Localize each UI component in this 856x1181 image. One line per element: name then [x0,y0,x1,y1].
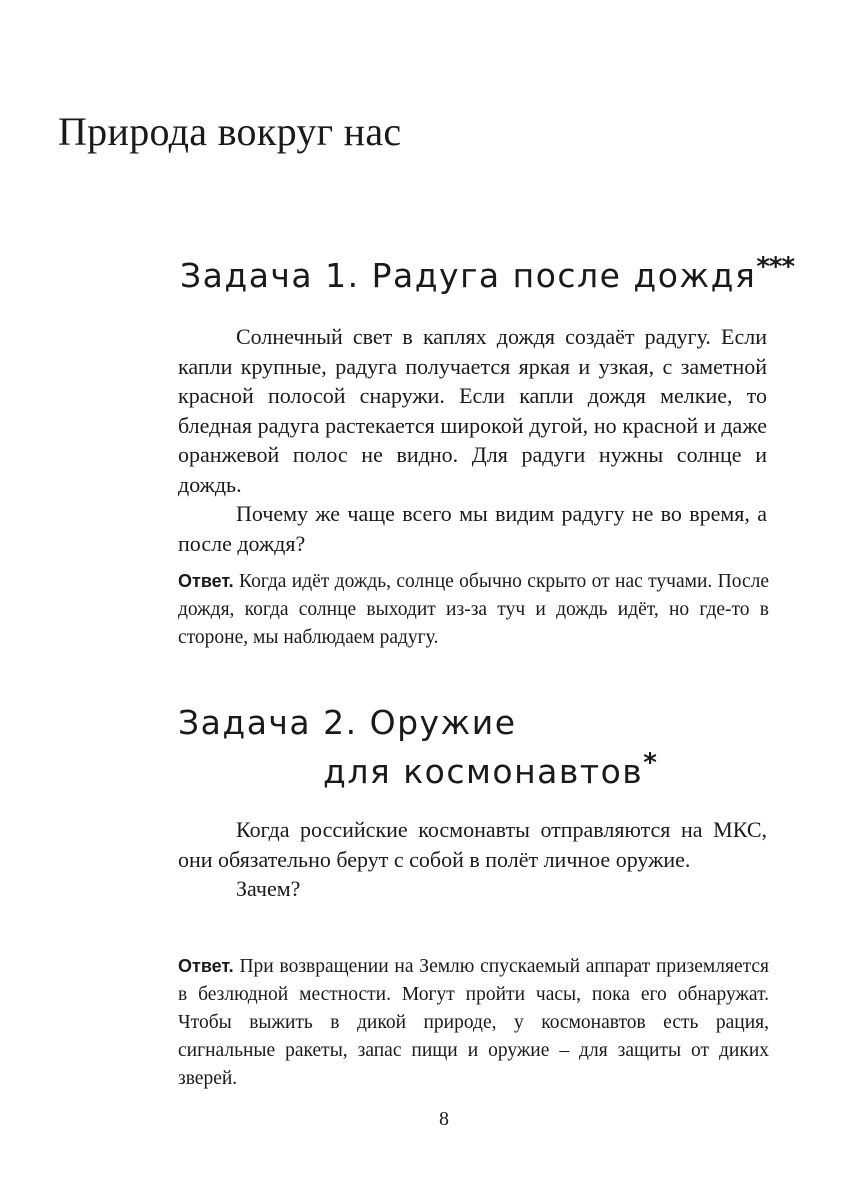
task2-question: Зачем? [236,876,301,901]
task2-body [178,815,767,904]
answer-label: Ответ. [178,571,234,591]
task1-question: Почему же чаще всего мы видим радугу не во время, а после дождя? [178,501,767,556]
task1-answer [178,567,769,652]
task2-paragraph: Когда российские космонавты отправляются на МКС, они обязательно берут с собой в полёт личное оружие. [178,817,767,872]
task2-heading-line1: Задача 2. Оружие [178,703,517,742]
task1-heading [180,252,794,295]
task1-paragraph: Солнечный свет в каплях дождя создаёт радугу. Если капли крупные, радуга получается яркая и узкая, с заметной красной полосой снаружи. Если капли дождя мелкие, то бледная радуга растекается широкой дугой, но красной и даже оранжевой полос не видно. Для радуги нужны солнце и дождь. [178,324,767,497]
task2-heading-line2 [323,748,656,791]
task2-answer-text: При возвращении на Землю спускаемый аппарат приземляется в безлюдной местности. Могут пройти часы, пока его обнаружат. Чтобы выжить в дикой природе, у космонавтов есть рация, сигнальные ракеты, запас пищи и оружие – для защиты от диких зверей. [178,956,769,1089]
task2-answer [178,952,769,1093]
answer-label: Ответ. [178,956,234,976]
difficulty-stars: * [643,748,656,778]
task2-heading-text: для космонавтов [323,752,644,791]
page-number: 8 [439,1108,449,1130]
difficulty-stars: *** [756,252,795,282]
task1-answer-text: Когда идёт дождь, солнце обычно скрыто от нас тучами. После дождя, когда солнце выходит из-за туч и дождь идёт, но где-то в стороне, мы наблюдаем радугу. [178,571,770,648]
chapter-title: Природа вокруг нас [58,109,402,154]
task1-body [178,322,767,558]
task1-heading-text: Задача 1. Радуга после дождя [180,256,757,295]
